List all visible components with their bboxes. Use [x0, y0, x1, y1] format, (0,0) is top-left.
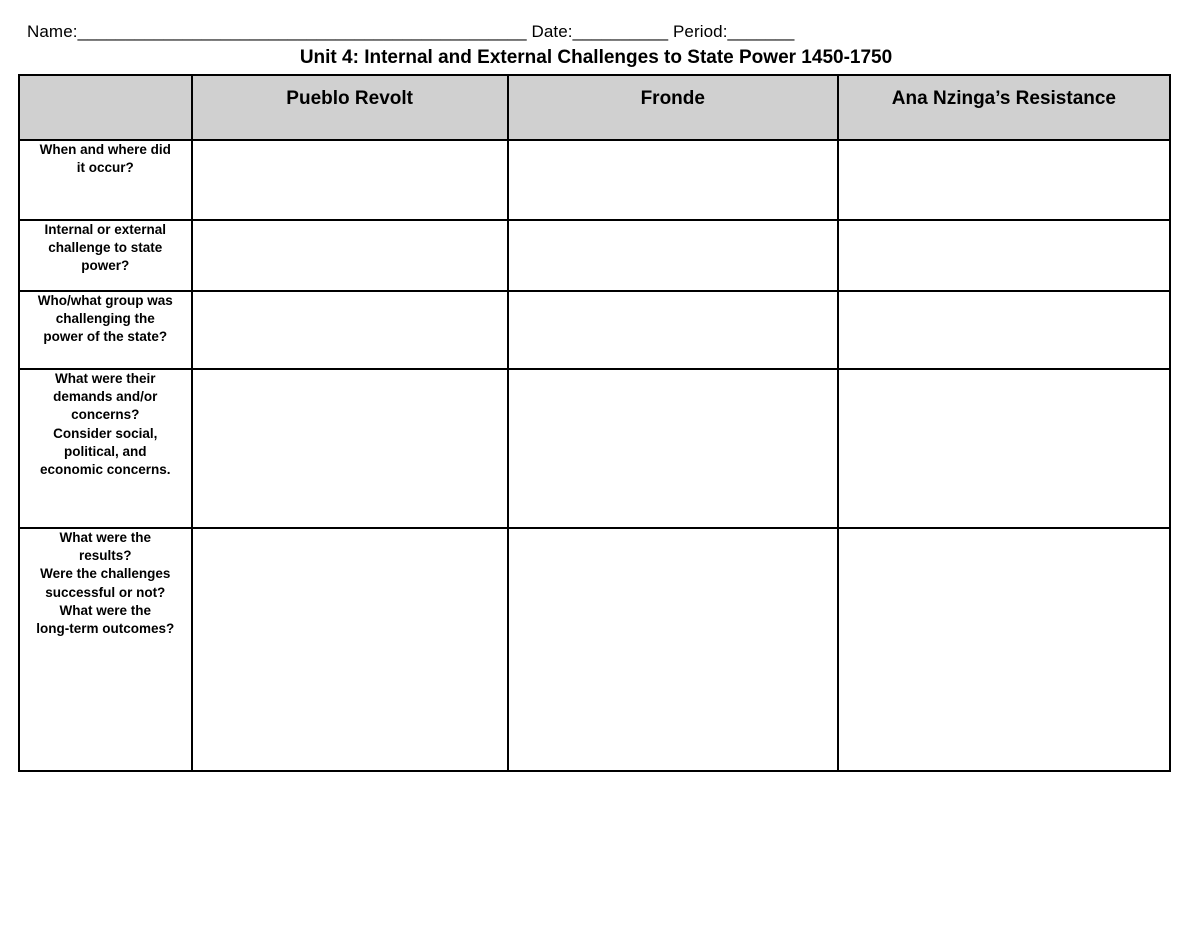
table-header-row — [19, 75, 1170, 140]
worksheet-title: Unit 4: Internal and External Challenges to State Power 1450-1750 — [299, 47, 893, 68]
answer-cell-fronde[interactable] — [508, 528, 838, 771]
answer-cell-fronde[interactable] — [508, 369, 838, 528]
answer-cell-fronde[interactable] — [508, 291, 838, 369]
column-header-pueblo-revolt: Pueblo Revolt — [192, 75, 508, 140]
table-row — [19, 140, 1170, 220]
table-row — [19, 369, 1170, 528]
table-row — [19, 528, 1170, 771]
question-demands-concerns: What were their demands and/or concerns? Consider social, political, and economic concerns. — [19, 369, 192, 528]
answer-cell-pueblo-revolt[interactable] — [192, 220, 508, 291]
column-header-fronde: Fronde — [508, 75, 838, 140]
column-header-ana-nzinga: Ana Nzinga’s Resistance — [838, 75, 1170, 140]
comparison-table — [18, 74, 1171, 772]
table-row — [19, 291, 1170, 369]
question-results-outcomes: What were the results? Were the challenges successful or not? What were the long-term outcomes? — [19, 528, 192, 771]
answer-cell-ana-nzinga[interactable] — [838, 369, 1170, 528]
question-when-where: When and where did it occur? — [19, 140, 192, 220]
answer-cell-ana-nzinga[interactable] — [838, 528, 1170, 771]
answer-cell-pueblo-revolt[interactable] — [192, 528, 508, 771]
answer-cell-fronde[interactable] — [508, 220, 838, 291]
answer-cell-ana-nzinga[interactable] — [838, 140, 1170, 220]
name-date-period-line: Name:_______________________________________________ Date:__________ Period:_______ — [27, 22, 795, 41]
answer-cell-ana-nzinga[interactable] — [838, 291, 1170, 369]
answer-cell-ana-nzinga[interactable] — [838, 220, 1170, 291]
answer-cell-pueblo-revolt[interactable] — [192, 291, 508, 369]
question-internal-external: Internal or external challenge to state power? — [19, 220, 192, 291]
answer-cell-pueblo-revolt[interactable] — [192, 369, 508, 528]
corner-cell — [19, 75, 192, 140]
answer-cell-pueblo-revolt[interactable] — [192, 140, 508, 220]
question-who-challenging: Who/what group was challenging the power of the state? — [19, 291, 192, 369]
table-row — [19, 220, 1170, 291]
answer-cell-fronde[interactable] — [508, 140, 838, 220]
